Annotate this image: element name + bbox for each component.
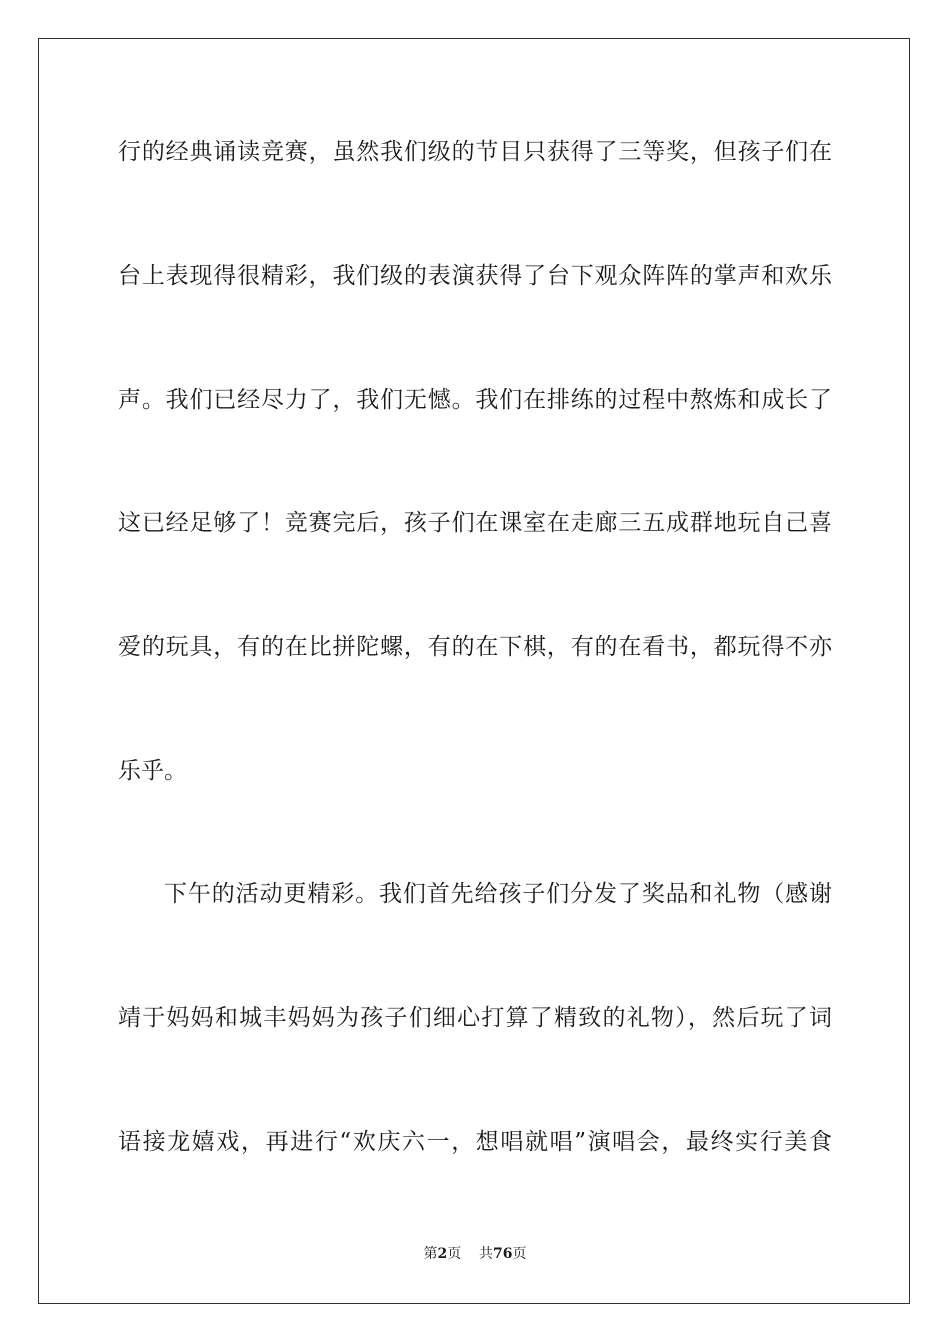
total-pages: 76 xyxy=(493,1246,513,1262)
page-border xyxy=(38,38,910,1304)
total-label-prefix: 共 xyxy=(479,1246,494,1262)
page-footer xyxy=(0,1244,950,1264)
body-text-line: 爱的玩具，有的在比拼陀螺，有的在下棋，有的在看书，都玩得不亦 xyxy=(118,634,832,660)
body-text-line: 这已经足够了！竞赛完后，孩子们在课室在走廊三五成群地玩自己喜 xyxy=(118,510,832,536)
paragraph-first-line: 下午的活动更精彩。我们首先给孩子们分发了奖品和礼物（感谢 xyxy=(164,881,832,907)
page-label-suffix: 页 xyxy=(447,1246,462,1262)
body-text-line: 乐乎。 xyxy=(118,758,187,784)
body-text-line: 声。我们已经尽力了，我们无憾。我们在排练的过程中熬炼和成长了 xyxy=(118,387,832,413)
body-text-line: 语接龙嬉戏，再进行“欢庆六一，想唱就唱”演唱会，最终实行美食 xyxy=(118,1129,832,1155)
body-text-line: 靖于妈妈和城丰妈妈为孩子们细心打算了精致的礼物），然后玩了词 xyxy=(118,1005,832,1031)
body-text-line: 行的经典诵读竞赛，虽然我们级的节目只获得了三等奖，但孩子们在 xyxy=(118,139,832,165)
page-label-prefix: 第 xyxy=(423,1246,438,1262)
body-text-line: 台上表现得很精彩，我们级的表演获得了台下观众阵阵的掌声和欢乐 xyxy=(118,263,832,289)
page-number: 2 xyxy=(437,1246,448,1262)
total-label-suffix: 页 xyxy=(512,1246,527,1262)
